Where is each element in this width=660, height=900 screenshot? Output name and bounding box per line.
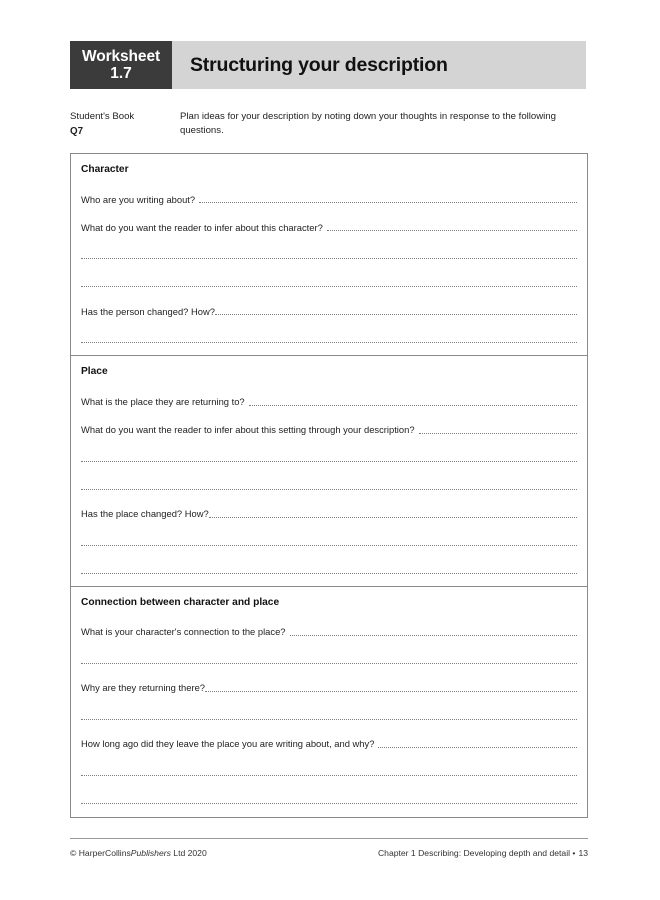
question-text: How long ago did they leave the place you are writing about, and why? xyxy=(81,738,375,750)
question-reference: Q7 xyxy=(70,125,84,137)
answer-dotted-line[interactable] xyxy=(81,544,577,546)
answer-blank-line[interactable] xyxy=(81,319,577,347)
answer-dotted-line[interactable] xyxy=(419,432,577,434)
answer-dotted-line[interactable] xyxy=(81,341,577,343)
question-line xyxy=(81,410,577,438)
answer-blank-line[interactable] xyxy=(81,438,577,466)
section-title: Place xyxy=(81,366,108,378)
answer-dotted-line[interactable] xyxy=(81,718,577,720)
instruction-text: Plan ideas for your description by noting down your thoughts in response to the following questions. xyxy=(180,111,556,137)
page-footer xyxy=(70,848,588,858)
footer-divider xyxy=(70,838,588,839)
answer-blank-line[interactable] xyxy=(81,780,577,808)
answer-dotted-line[interactable] xyxy=(249,404,577,406)
chapter-title: Chapter 1 Describing: Developing depth and detail xyxy=(377,848,571,858)
answer-dotted-line[interactable] xyxy=(205,690,577,692)
question-text: Why are they returning there? xyxy=(81,682,206,694)
worksheet-badge xyxy=(70,41,172,89)
answer-dotted-line[interactable] xyxy=(290,634,577,636)
answer-dotted-line[interactable] xyxy=(81,572,577,574)
question-line xyxy=(81,668,577,696)
footer-separator: • xyxy=(572,848,576,858)
student-book-label: Student's Book xyxy=(70,111,135,122)
intro-row xyxy=(70,110,586,139)
question-line xyxy=(81,382,577,410)
answer-dotted-line[interactable] xyxy=(81,774,577,776)
answer-blank-line[interactable] xyxy=(81,263,577,291)
chapter-reference xyxy=(378,848,588,858)
page-title: Structuring your description xyxy=(190,53,448,76)
question-line xyxy=(81,612,577,640)
answer-blank-line[interactable] xyxy=(81,752,577,780)
worksheet-section xyxy=(71,355,587,585)
question-line xyxy=(81,724,577,752)
page-number: 13 xyxy=(578,848,588,858)
question-text: What do you want the reader to infer about this setting through your description? xyxy=(81,424,415,436)
copyright-suffix: Ltd 2020 xyxy=(170,848,207,858)
answer-blank-line[interactable] xyxy=(81,696,577,724)
question-line xyxy=(81,179,577,207)
question-line xyxy=(81,207,577,235)
copyright-prefix: © HarperCollins xyxy=(70,848,131,858)
answer-dotted-line[interactable] xyxy=(81,488,577,490)
answer-dotted-line[interactable] xyxy=(215,313,577,315)
question-text: What do you want the reader to infer about this character? xyxy=(81,221,323,233)
answer-blank-line[interactable] xyxy=(81,466,577,494)
section-title: Connection between character and place xyxy=(81,596,280,608)
section-title: Character xyxy=(81,164,129,175)
answer-blank-line[interactable] xyxy=(81,235,577,263)
question-text: Has the place changed? How? xyxy=(81,508,209,520)
question-text: What is the place they are returning to? xyxy=(81,396,245,408)
worksheet-header xyxy=(70,41,586,89)
question-text: Who are you writing about? xyxy=(81,193,196,205)
worksheet-section xyxy=(71,586,587,816)
question-text: Has the person changed? How? xyxy=(81,305,215,317)
answer-dotted-line[interactable] xyxy=(81,460,577,462)
worksheet-answer-sheet xyxy=(70,153,588,818)
answer-dotted-line[interactable] xyxy=(81,257,577,259)
answer-blank-line[interactable] xyxy=(81,522,577,550)
student-book-reference xyxy=(70,110,180,139)
answer-dotted-line[interactable] xyxy=(327,229,577,231)
copyright-publisher: Publishers xyxy=(130,848,171,858)
worksheet-badge-word: Worksheet xyxy=(81,47,161,65)
answer-dotted-line[interactable] xyxy=(209,516,577,518)
answer-dotted-line[interactable] xyxy=(81,285,577,287)
answer-blank-line[interactable] xyxy=(81,550,577,578)
copyright-notice xyxy=(70,848,207,858)
question-text: What is your character's connection to the place? xyxy=(81,626,286,638)
answer-dotted-line[interactable] xyxy=(81,802,577,804)
worksheet-title-band xyxy=(172,41,586,89)
worksheet-section xyxy=(71,154,587,355)
question-line xyxy=(81,291,577,319)
worksheet-badge-number: 1.7 xyxy=(110,64,132,82)
answer-blank-line[interactable] xyxy=(81,640,577,668)
question-line xyxy=(81,494,577,522)
answer-dotted-line[interactable] xyxy=(81,662,577,664)
answer-dotted-line[interactable] xyxy=(378,746,577,748)
answer-dotted-line[interactable] xyxy=(199,201,577,203)
